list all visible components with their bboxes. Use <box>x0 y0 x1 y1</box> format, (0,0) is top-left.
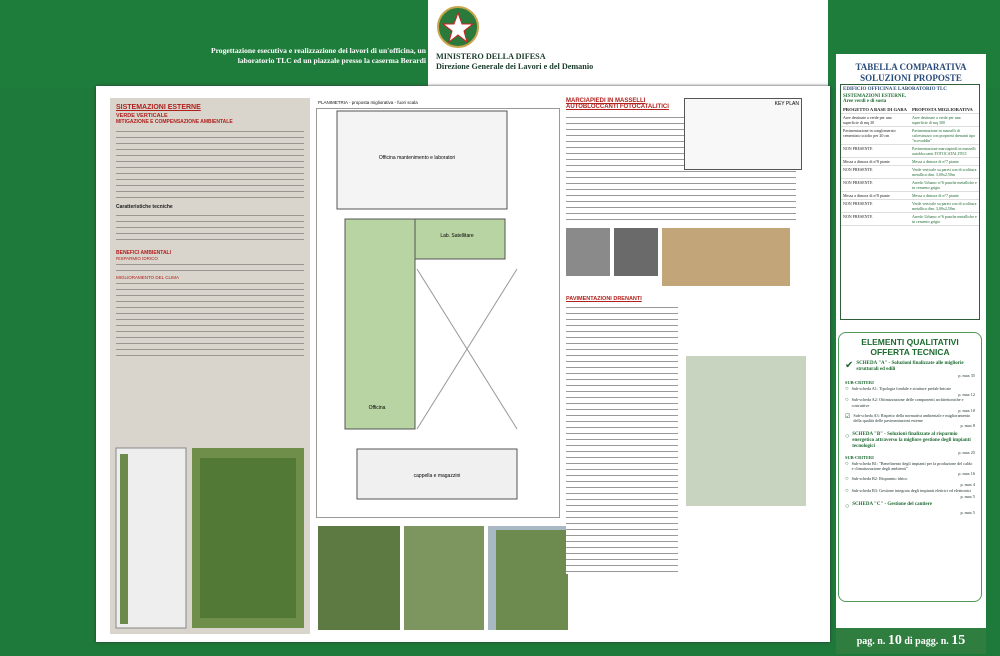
keyplan-title: KEY PLAN <box>774 101 799 107</box>
aree-title: Aree verdi e di sosta <box>843 99 887 104</box>
benefits-text <box>116 261 304 275</box>
sub-b1-max: p. max 16 <box>958 471 975 477</box>
table-cell: NON PRESENTE <box>843 146 873 151</box>
sub-a3-max: p. max 8 <box>960 423 975 429</box>
sub-a3: Sub-scheda A3: Rispetto della normativa ambientale e miglioramento della qualità delle pavimentazioni esterne <box>853 413 971 424</box>
sub-b2-max: p. max 4 <box>960 482 975 488</box>
sub-a1-max: p. max 12 <box>958 392 975 398</box>
table-cell: Messa a dimora di n°8 piante <box>843 193 890 198</box>
sub-mitigazione: MITIGAZIONE E COMPENSAZIONE AMBIENTALE <box>116 119 233 125</box>
table-cell: Arredo Urbano: n°6 panche metalliche e in cemento grigio <box>912 180 977 190</box>
table-cell: Messa a dimora di n°8 piante <box>843 159 890 164</box>
benefits-sub: RISPARMIO IDRICO <box>116 256 158 261</box>
table-body <box>841 114 979 226</box>
page-mid: di pagg. n. <box>904 636 949 647</box>
edificio-title: EDIFICIO OFFICINA E LABORATORIO TLC <box>843 87 947 92</box>
scheda-b: SCHEDA "B" - Soluzioni finalizzate al risparmio energetico attraverso la migliore gestione degli impianti tecnologici <box>852 431 971 449</box>
plan-officina-label: Officina mantenimento e laboratori <box>378 155 456 161</box>
table-row <box>841 127 979 145</box>
section-title: SISTEMAZIONI ESTERNE <box>116 104 201 111</box>
marciapiedi-title: MARCIAPIEDI IN MASSELLI AUTOBLOCCANTI FOTOCATALITICI <box>566 98 669 110</box>
radio-icon: ○ <box>845 476 849 483</box>
direction-name: Direzione Generale dei Lavori e del Demanio <box>436 62 594 71</box>
tech-text <box>116 212 304 244</box>
vertical-garden-images <box>110 444 310 634</box>
table-row <box>841 192 979 200</box>
quality-box <box>838 332 982 602</box>
tech-title: Caratteristiche tecniche <box>116 204 173 210</box>
photocat-images <box>566 228 806 286</box>
radio-icon: ○ <box>845 386 849 393</box>
keyplan <box>684 98 802 170</box>
sub-a2: Sub-scheda A2: Ottimizzazione delle componenti architettoniche e costruttive <box>851 397 964 408</box>
table-cell: Verde verticale su pareti con di scolitura metallica dim. 3,00x2,50m <box>912 201 977 211</box>
radio-icon: ○ <box>845 487 849 494</box>
sub-a2-max: p. max 10 <box>958 407 975 413</box>
radio-icon: ○ <box>845 501 850 510</box>
table-cell: Verde verticale su pareti con di scolitura metallica dim. 3,00x2,50m <box>912 167 977 177</box>
photo-2 <box>404 526 484 630</box>
left-column <box>110 98 310 634</box>
right-column <box>566 98 806 634</box>
scheda-a: SCHEDA "A" - Soluzioni finalizzate alle migliorie strutturali ed edili <box>856 361 964 372</box>
table-row <box>841 114 979 127</box>
drenanti-image <box>686 356 806 506</box>
table-cell: NON PRESENTE <box>843 167 873 172</box>
ministry-label <box>436 52 593 72</box>
scheda-b-max: p. max 25 <box>958 449 975 455</box>
table-cell: NON PRESENTE <box>843 201 873 206</box>
sistemazioni-title: SISTEMAZIONI ESTERNE. <box>843 94 907 99</box>
drenanti-text <box>566 304 678 574</box>
emblem-logo <box>434 3 482 51</box>
page-indicator <box>836 628 986 654</box>
ministry-name: MINISTERO DELLA DIFESA <box>436 52 546 61</box>
plan-title: PLANIMETRIA - proposta migliorativa - fuori scala <box>318 100 418 105</box>
check-icon: ☑ <box>845 414 851 421</box>
scheda-a-max: p. max 35 <box>958 373 975 378</box>
table-cell: Pavimentazione in masselli di calcestruzzo con proprietà drenanti tipo "ecovaddin" <box>912 128 976 143</box>
table-row <box>841 213 979 226</box>
table-cell: NON PRESENTE <box>843 214 873 219</box>
table-cell: Aree destinate a verde per una superficie di mq 30 <box>843 115 892 125</box>
comparison-table <box>840 84 980 320</box>
table-cell: Arredo Urbano: n°6 panche metalliche e in cemento grigio <box>912 214 977 224</box>
table-row <box>841 200 979 213</box>
sub-b3-max: p. max 5 <box>960 493 975 499</box>
radio-icon: ○ <box>845 460 849 467</box>
benefits-title: BENEFICI AMBIENTALI <box>116 250 171 256</box>
photo-4 <box>496 530 568 630</box>
subcriteri-b: SUB-CRITERI <box>845 454 874 460</box>
table-cell: Messa a dimora di n°7 piante <box>912 193 959 198</box>
col-header-2: PROPOSTA MIGLIORATIVA <box>912 107 973 112</box>
quality-title: ELEMENTI QUALITATIVI OFFERTA TECNICA <box>861 337 959 357</box>
page-number: 10 <box>887 633 902 648</box>
table-row <box>841 158 979 166</box>
table-cell: Pavimentazione in conglomerato cementizio sciolto per 20 cm <box>843 128 896 138</box>
table-cell: Messa a dimora di n°7 piante <box>912 159 959 164</box>
climate-sub: MIGLIORAMENTO DEL CLIMA <box>116 275 180 280</box>
table-row <box>841 179 979 192</box>
text-block <box>116 128 304 198</box>
radio-icon: ○ <box>845 397 849 404</box>
climate-text <box>116 280 304 360</box>
sub-a1: Sub-scheda A1: Tipologia fondale e strutture prefab-bricate <box>851 386 952 392</box>
page-pre: pag. n. <box>856 636 886 647</box>
svg-text:cappella e magazzini: cappella e magazzini <box>413 473 461 479</box>
table-row <box>841 166 979 179</box>
sub-b1: Sub-scheda B1: "Benefinento degli impianti per la produzione del caldo e climatizzazione degli ambienti" <box>851 460 973 472</box>
header-white-block <box>428 0 828 88</box>
photo-1 <box>318 526 400 630</box>
site-plan <box>316 108 560 518</box>
radio-icon: ○ <box>845 431 850 440</box>
sub-b3: Sub-scheda B3: Gestione integrata degli impianti elettrici ed elettronici <box>851 487 971 493</box>
table-cell: Pavimentazione marciapiedi in masselli autobloccanti FOTOCATALITICI <box>912 146 976 156</box>
svg-text:Officina: Officina <box>368 405 386 411</box>
table-row <box>841 145 979 158</box>
plan-drawing <box>317 109 561 519</box>
tabella-title: TABELLA COMPARATIVA SOLUZIONI PROPOSTE <box>855 62 967 83</box>
scheda-c-max: p. max 5 <box>960 509 975 515</box>
sub-verde: VERDE VERTICALE <box>116 113 168 119</box>
subcriteri-a: SUB-CRITERI <box>845 380 874 386</box>
scheda-c: SCHEDA "C" - Gestione del cantiere <box>852 501 932 507</box>
table-cell: NON PRESENTE <box>843 180 873 185</box>
page-total: 15 <box>951 633 966 648</box>
drenanti-title: PAVIMENTAZIONI DRENANTI <box>566 296 642 302</box>
project-title: Progettazione esecutiva e realizzazione dei lavori di un'officina, un laboratorio TLC ed un piazzale presso la caserma Berardi <box>210 46 426 65</box>
sub-b2: Sub-scheda B2: Risparmio idrico <box>851 476 908 482</box>
svg-text:Lab. Satellitare: Lab. Satellitare <box>440 233 474 239</box>
table-cell: Aree destinate a verde per una superficie di mq 300 <box>912 115 961 125</box>
col-header-1: PROGETTO A BASE DI GARA <box>843 107 907 112</box>
table-header <box>841 106 979 114</box>
check-icon: ✔ <box>845 360 854 371</box>
